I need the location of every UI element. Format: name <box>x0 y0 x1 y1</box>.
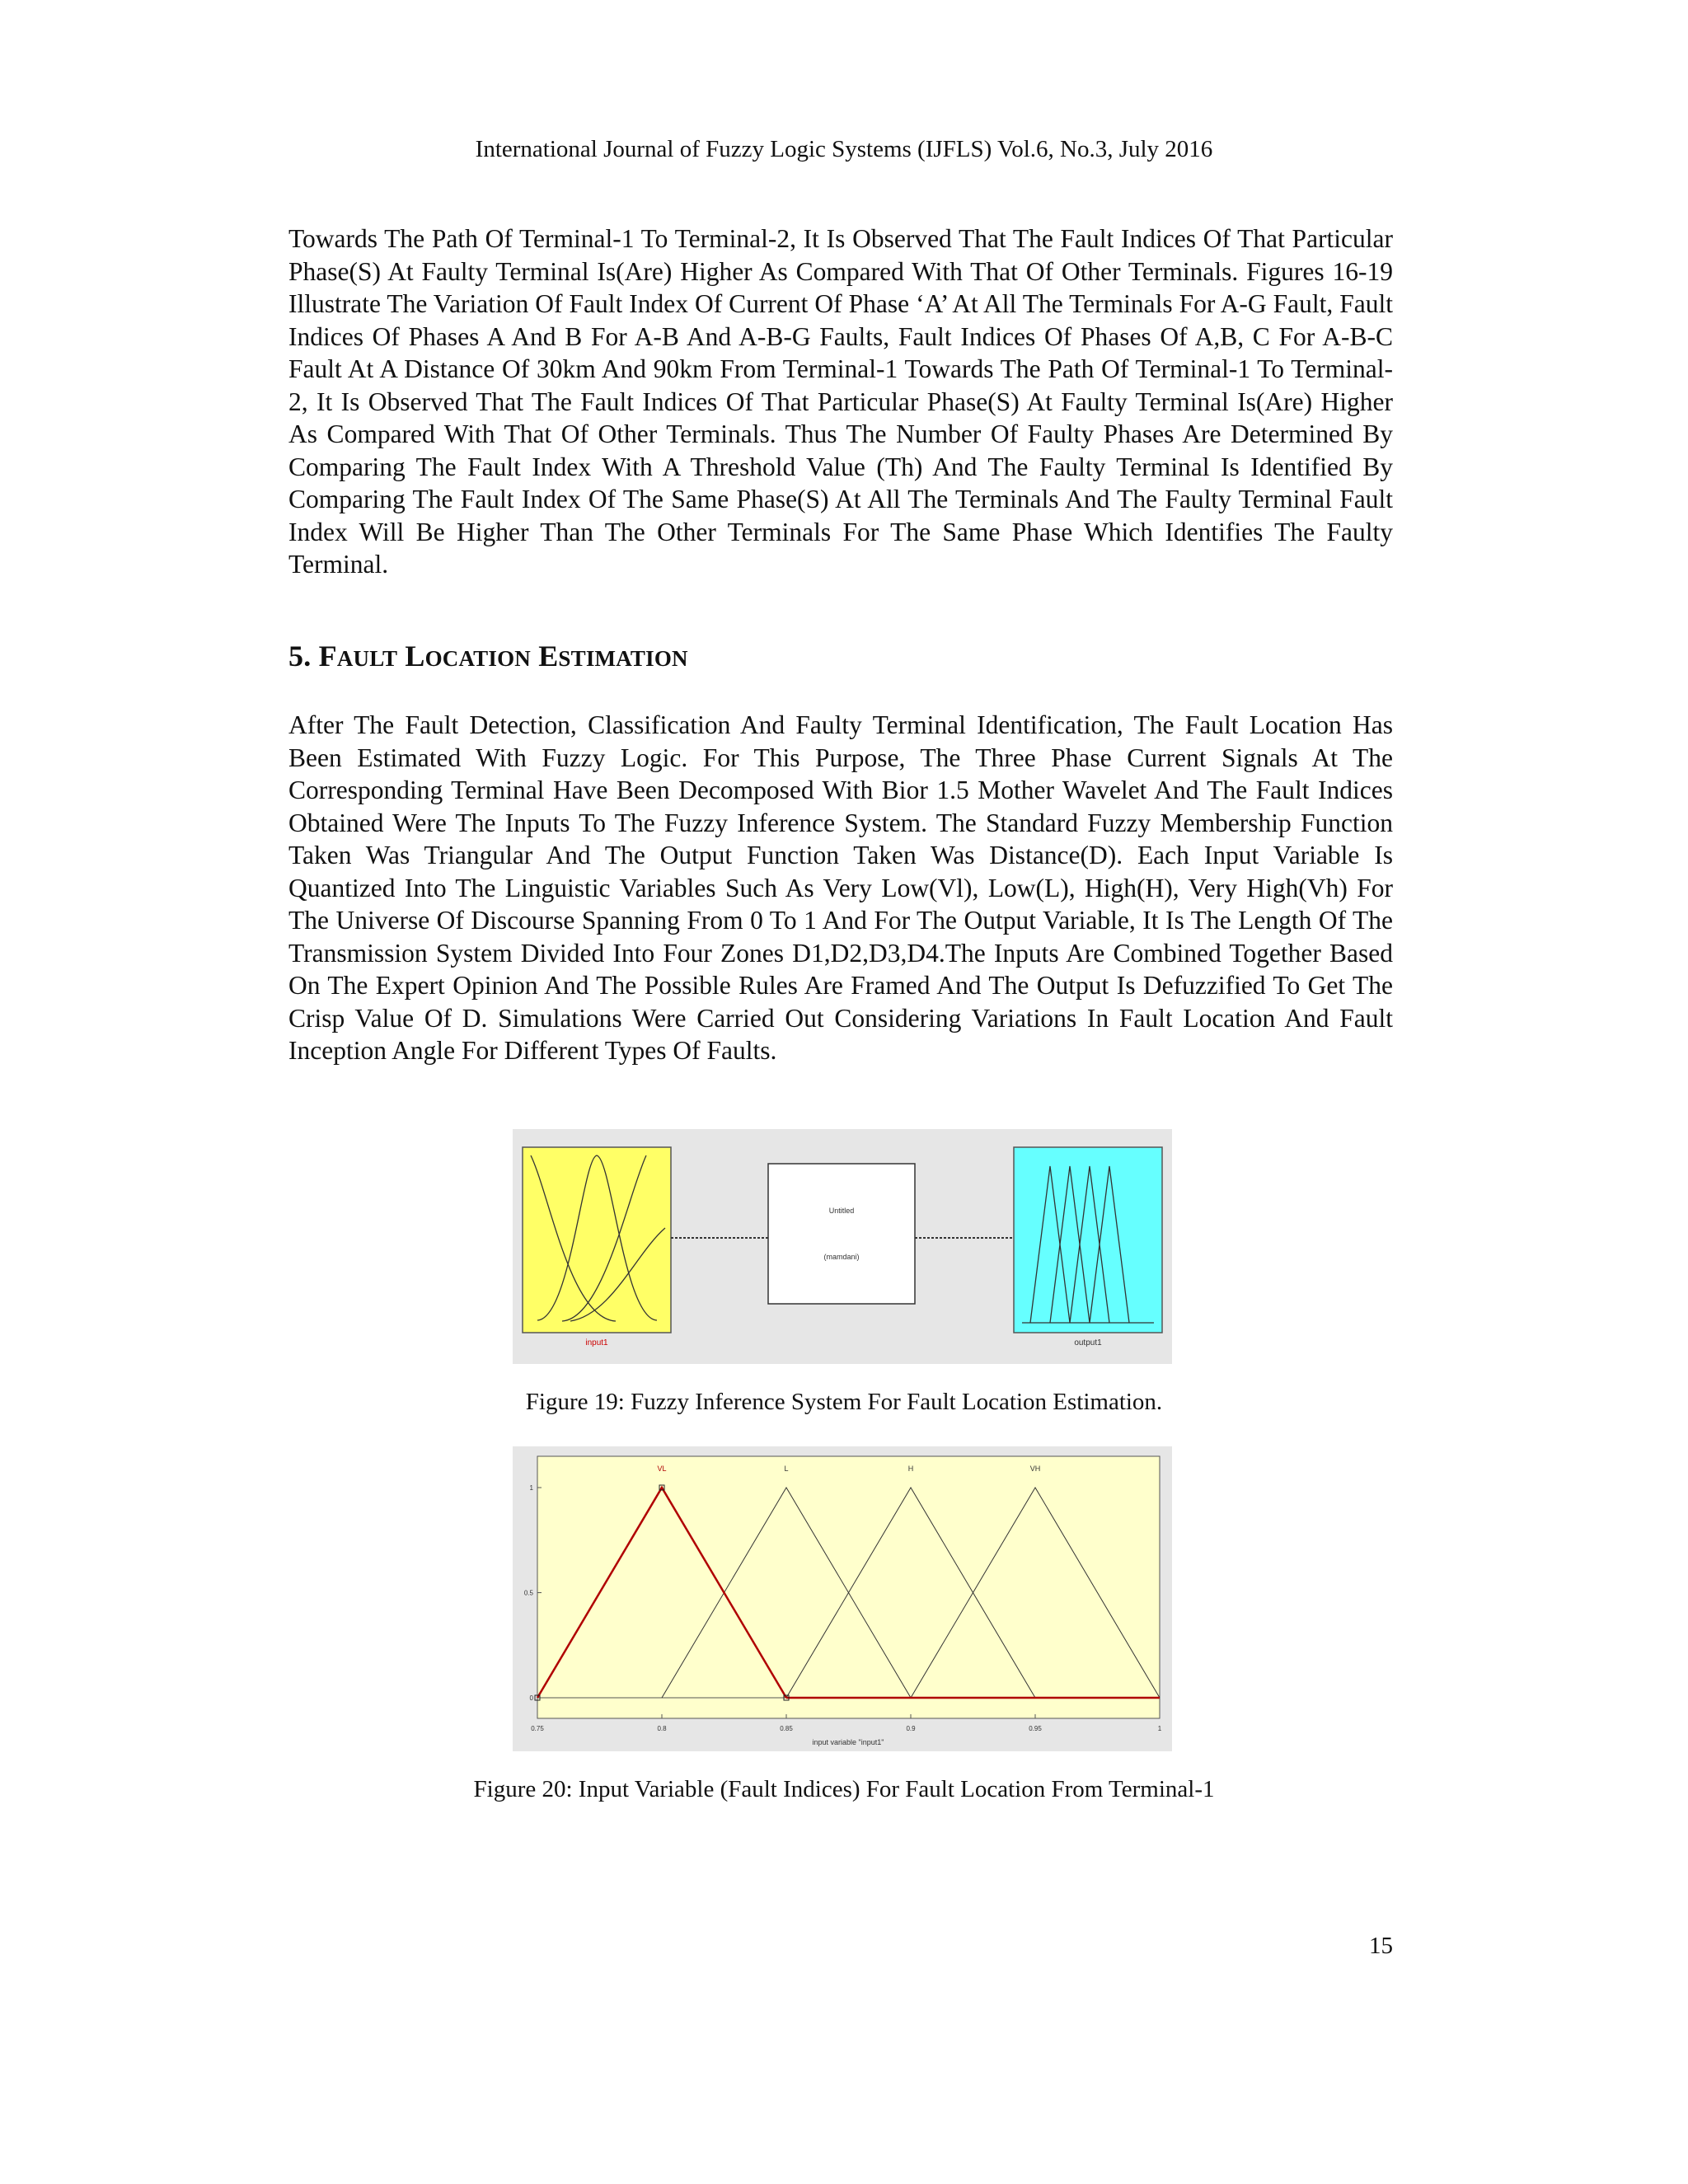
page-number: 15 <box>1369 1933 1393 1959</box>
figure-20-caption: Figure 20: Input Variable (Fault Indices) For Fault Location From Terminal-1 <box>473 1776 1215 1802</box>
x-tick-label: 0.75 <box>531 1725 544 1732</box>
figure-19-fis-diagram <box>513 1129 1172 1364</box>
section-number: 5. <box>288 640 312 673</box>
figure-20-mf-plot <box>513 1446 1172 1751</box>
system-name: Untitled <box>828 1207 855 1215</box>
figure-19-caption: Figure 19: Fuzzy Inference System For Fault Location Estimation. <box>525 1389 1163 1415</box>
plot-area <box>537 1456 1160 1718</box>
y-tick-label: 0 <box>529 1694 533 1702</box>
mf-plot-svg <box>513 1446 1172 1751</box>
x-tick-label: 0.9 <box>906 1725 916 1732</box>
body-paragraph-1: Towards The Path Of Terminal-1 To Terminal-2, It Is Observed That The Fault Indices Of That Particular Phase(S) At Faulty Terminal Is(Are) Higher As Compared With That Of Other Terminals. Figures 16-19 Illustrate The Variation Of Fault Index Of Current Of Phase ‘A’ At All The Terminals For A-G Fault, Fault Indices Of Phases A And B For A-B And A-B-G Faults, Fault Indices Of Phases Of A,B, C For A-B-C Fault At A Distance Of 30km And 90km From Terminal-1 Towards The Path Of Terminal-1 To Terminal-2, It Is Observed That The Fault Indices Of That Particular Phase(S) At Faulty Terminal Is(Are) Higher As Compared With That Of Other Terminals. Thus The Number Of Faulty Phases Are Determined By Comparing The Fault Index With A Threshold Value (Th) And The Faulty Terminal Is Identified By Comparing The Fault Index Of The Same Phase(S) At All The Terminals And The Faulty Terminal Fault Index Will Be Higher Than The Other Terminals For The Same Phase Which Identifies The Faulty Terminal. <box>288 224 1393 579</box>
section-title-word-2: LOCATION <box>405 640 531 673</box>
x-tick-label: 1 <box>1157 1725 1162 1732</box>
y-tick-label: 1 <box>529 1484 533 1492</box>
running-header: International Journal of Fuzzy Logic Systems (IJFLS) Vol.6, No.3, July 2016 <box>475 136 1213 162</box>
fis-diagram-svg <box>513 1129 1172 1364</box>
input-label: input1 <box>585 1338 608 1347</box>
y-tick-label: 0.5 <box>523 1589 533 1597</box>
x-axis-label: input variable "input1" <box>812 1738 884 1746</box>
x-tick-label: 0.85 <box>780 1725 793 1732</box>
x-tick-label: 0.8 <box>657 1725 667 1732</box>
mf-label-l[interactable]: L <box>784 1465 789 1473</box>
input-block[interactable] <box>523 1147 671 1333</box>
section-title-word-3: ESTIMATION <box>538 640 688 673</box>
x-tick-label: 0.95 <box>1029 1725 1042 1732</box>
section-heading <box>288 639 688 673</box>
output-label: output1 <box>1074 1338 1102 1347</box>
mf-label-h[interactable]: H <box>907 1465 914 1473</box>
mf-label-vh[interactable]: VH <box>1029 1465 1041 1473</box>
rule-block[interactable] <box>768 1164 915 1304</box>
mf-label-vl[interactable]: VL <box>657 1465 667 1473</box>
section-title-word-1: FAULT <box>318 640 398 673</box>
body-paragraph-2: After The Fault Detection, Classification And Faulty Terminal Identification, The Fault Location Has Been Estimated With Fuzzy Logic. For This Purpose, The Three Phase Current Signals At The Corresponding Terminal Have Been Decomposed With Bior 1.5 Mother Wavelet And The Fault Indices Obtained Were The Inputs To The Fuzzy Inference System. The Standard Fuzzy Membership Function Taken Was Triangular And The Output Function Taken Was Distance(D). Each Input Variable Is Quantized Into The Linguistic Variables Such As Very Low(Vl), Low(L), High(H), Very High(Vh) For The Universe Of Discourse Spanning From 0 To 1 And For The Output Variable, It Is The Length Of The Transmission System Divided Into Four Zones D1,D2,D3,D4.The Inputs Are Combined Together Based On The Expert Opinion And The Possible Rules Are Framed And The Output Is Defuzzified To Get The Crisp Value Of D. Simulations Were Carried Out Considering Variations In Fault Location And Fault Inception Angle For Different Types Of Faults. <box>288 710 1393 1065</box>
system-type: (mamdani) <box>823 1253 860 1261</box>
